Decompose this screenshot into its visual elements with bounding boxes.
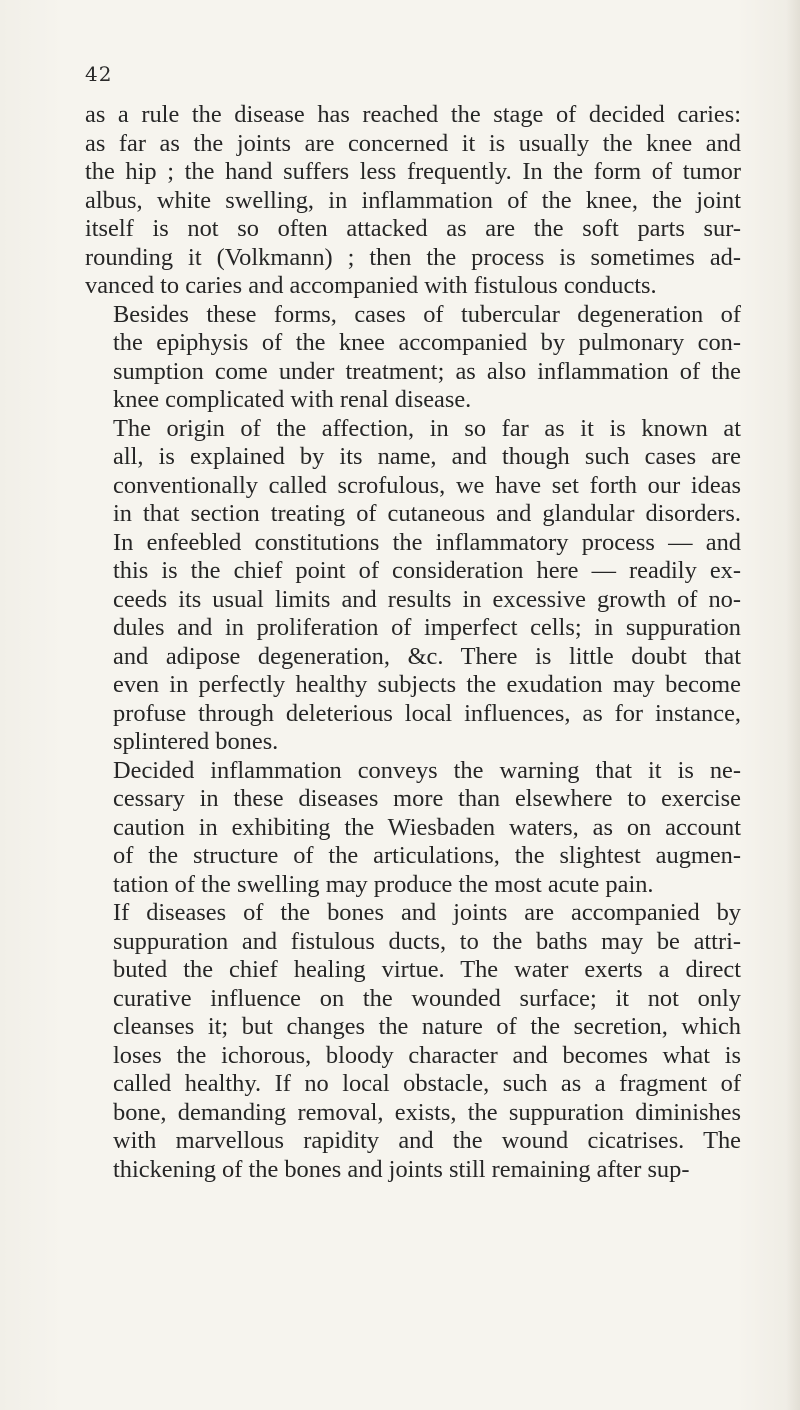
text-line: In enfeebled constitutions the inflammatory process — and	[113, 528, 741, 556]
text-line: splintered bones.	[113, 728, 279, 755]
paragraph-1	[85, 101, 741, 301]
text-line: curative influence on the wounded surface; it not only	[113, 984, 741, 1012]
text-line: Decided inflammation conveys the warning that it is ne-	[113, 756, 741, 784]
text-line: with marvellous rapidity and the wound cicatrises. The	[113, 1127, 741, 1154]
text-line: and adipose degeneration, &c. There is little doubt that	[113, 642, 741, 670]
text-line: The origin of the affection, in so far as it is known at	[113, 414, 741, 442]
text-line: loses the ichorous, bloody character and becomes what is	[113, 1041, 741, 1069]
text-line: cessary in these diseases more than elsewhere to exercise	[113, 785, 741, 812]
text-line: bone, demanding removal, exists, the suppuration diminishes	[113, 1098, 741, 1126]
text-line: as a rule the disease has reached the stage of decided caries:	[85, 101, 741, 128]
paragraph-3	[85, 415, 741, 757]
paragraph-4	[85, 757, 741, 900]
text-line: rounding it (Volkmann) ; then the process is sometimes ad-	[85, 243, 741, 271]
text-line: caution in exhibiting the Wiesbaden waters, as on account	[113, 813, 741, 841]
text-line: the epiphysis of the knee accompanied by pulmonary con-	[113, 329, 741, 356]
paragraph-5	[85, 899, 741, 1184]
text-line: albus, white swelling, in inflammation of the knee, the joint	[85, 186, 741, 214]
text-line: called healthy. If no local obstacle, such as a fragment of	[113, 1070, 741, 1097]
body-text	[85, 101, 741, 1184]
text-line: conventionally called scrofulous, we have set forth our ideas	[113, 471, 741, 499]
text-line: If diseases of the bones and joints are accompanied by	[113, 899, 741, 926]
text-line: suppuration and fistulous ducts, to the baths may be attri-	[113, 927, 741, 955]
text-line: tation of the swelling may produce the most acute pain.	[113, 870, 654, 898]
text-line: this is the chief point of consideration here — readily ex-	[113, 557, 741, 584]
text-line: dules and in proliferation of imperfect cells; in suppuration	[113, 614, 741, 641]
text-line: of the structure of the articulations, the slightest augmen-	[113, 842, 741, 869]
text-line: ceeds its usual limits and results in excessive growth of no-	[113, 585, 741, 613]
page-edge-shadow	[786, 0, 800, 1410]
text-line: the hip ; the hand suffers less frequently. In the form of tumor	[85, 158, 741, 185]
text-line: as far as the joints are concerned it is usually the knee and	[85, 129, 741, 157]
text-line: all, is explained by its name, and though such cases are	[113, 443, 741, 470]
text-line: vanced to caries and accompanied with fistulous conducts.	[85, 272, 657, 299]
text-line: Besides these forms, cases of tubercular degeneration of	[113, 300, 741, 328]
text-line: buted the chief healing virtue. The water exerts a direct	[113, 956, 741, 983]
text-line: profuse through deleterious local influences, as for instance,	[113, 699, 741, 727]
text-line: itself is not so often attacked as are the soft parts sur-	[85, 215, 741, 242]
text-line: even in perfectly healthy subjects the exudation may become	[113, 671, 741, 698]
page-number: 42	[85, 62, 113, 86]
text-line: thickening of the bones and joints still remaining after sup-	[113, 1155, 690, 1183]
text-line: cleanses it; but changes the nature of the secretion, which	[113, 1013, 741, 1040]
text-line: sumption come under treatment; as also inflammation of the	[113, 357, 741, 385]
paragraph-2	[85, 301, 741, 415]
text-line: in that section treating of cutaneous and glandular disorders.	[113, 500, 741, 527]
text-line: knee complicated with renal disease.	[113, 386, 472, 413]
